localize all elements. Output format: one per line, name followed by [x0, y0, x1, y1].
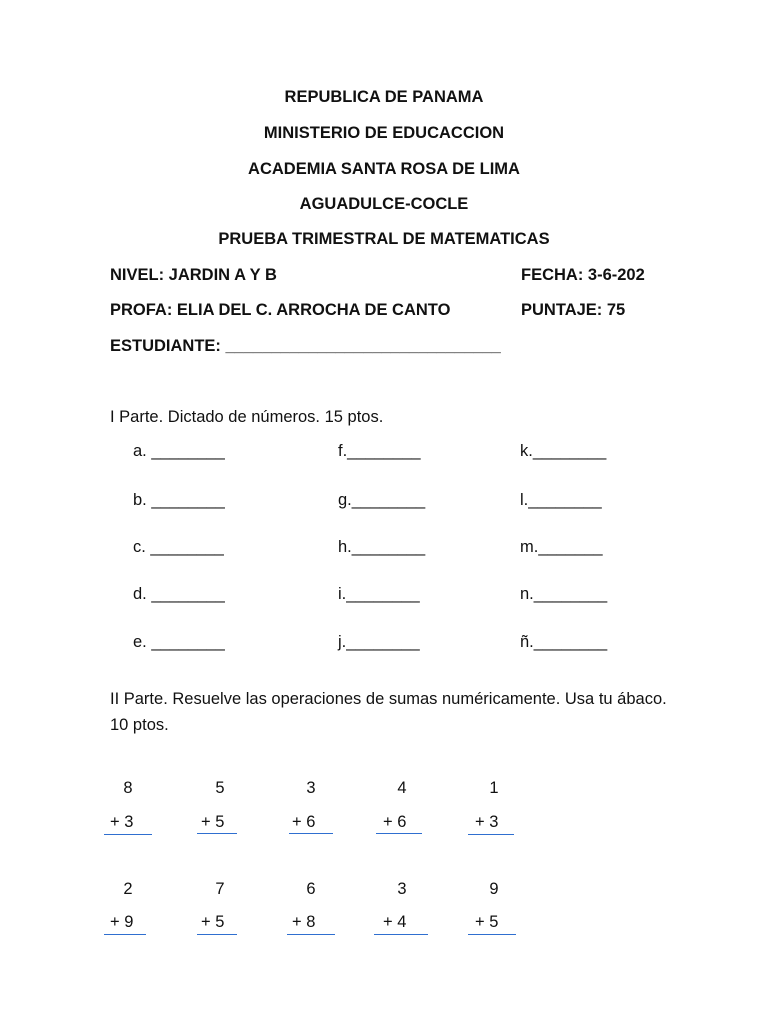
dictation-blank-a[interactable]: a. ________ [133, 442, 225, 460]
header-school: ACADEMIA SANTA ROSA DE LIMA [248, 160, 520, 178]
fecha-label: FECHA: 3-6-202 [521, 266, 645, 284]
header-ministry: MINISTERIO DE EDUCACCION [263, 124, 505, 142]
dictation-blank-n[interactable]: n.________ [520, 585, 608, 603]
addend-top: 1 [489, 779, 499, 797]
dictation-blank-c[interactable]: c. ________ [133, 538, 224, 556]
addend-bottom: + 5 [201, 813, 225, 831]
sum-answer-line[interactable] [104, 834, 152, 835]
dictation-blank-i[interactable]: i.________ [338, 585, 420, 603]
addend-bottom: + 6 [383, 813, 407, 831]
addend-bottom: + 9 [110, 913, 134, 931]
addend-top: 4 [397, 779, 407, 797]
sum-answer-line[interactable] [287, 934, 335, 935]
addend-top: 9 [489, 880, 499, 898]
dictation-blank-enye[interactable]: ñ.________ [520, 633, 608, 651]
header-country: REPUBLICA DE PANAMA [284, 88, 484, 106]
puntaje-label: PUNTAJE: 75 [521, 301, 626, 319]
dictation-blank-l[interactable]: l.________ [520, 491, 602, 509]
part2-title: II Parte. Resuelve las operaciones de sumas numéricamente. Usa tu ábaco. 10 ptos. [110, 690, 667, 734]
dictation-blank-k[interactable]: k.________ [520, 442, 607, 460]
nivel-label: NIVEL: JARDIN A Y B [110, 266, 277, 284]
addend-bottom: + 4 [383, 913, 407, 931]
sum-answer-line[interactable] [468, 834, 514, 835]
sum-answer-line[interactable] [289, 833, 333, 834]
profa-label: PROFA: ELIA DEL C. ARROCHA DE CANTO [110, 301, 451, 319]
part1-title: I Parte. Dictado de números. 15 ptos. [110, 408, 384, 426]
dictation-blank-f[interactable]: f.________ [338, 442, 421, 460]
addend-top: 6 [306, 880, 316, 898]
dictation-blank-m[interactable]: m._______ [520, 538, 603, 556]
sum-answer-line[interactable] [376, 833, 422, 834]
addend-top: 3 [397, 880, 407, 898]
addend-bottom: + 3 [110, 813, 134, 831]
addend-top: 8 [123, 779, 133, 797]
dictation-blank-g[interactable]: g.________ [338, 491, 426, 509]
addend-bottom: + 5 [475, 913, 499, 931]
addend-top: 2 [123, 880, 133, 898]
sum-answer-line[interactable] [197, 934, 237, 935]
header-location: AGUADULCE-COCLE [299, 195, 469, 213]
dictation-blank-d[interactable]: d. ________ [133, 585, 225, 603]
addend-bottom: + 5 [201, 913, 225, 931]
sum-answer-line[interactable] [197, 833, 237, 834]
dictation-blank-h[interactable]: h.________ [338, 538, 426, 556]
sum-answer-line[interactable] [374, 934, 428, 935]
addend-bottom: + 6 [292, 813, 316, 831]
addend-bottom: + 3 [475, 813, 499, 831]
dictation-blank-b[interactable]: b. ________ [133, 491, 225, 509]
sum-answer-line[interactable] [104, 934, 146, 935]
sum-answer-line[interactable] [468, 934, 516, 935]
addend-top: 5 [215, 779, 225, 797]
page-title: PRUEBA TRIMESTRAL DE MATEMATICAS [218, 230, 550, 248]
addend-top: 7 [215, 880, 225, 898]
addend-top: 3 [306, 779, 316, 797]
dictation-blank-j[interactable]: j.________ [338, 633, 420, 651]
dictation-blank-e[interactable]: e. ________ [133, 633, 225, 651]
addend-bottom: + 8 [292, 913, 316, 931]
estudiante-field[interactable]: ESTUDIANTE: ______________________________ [110, 337, 501, 355]
